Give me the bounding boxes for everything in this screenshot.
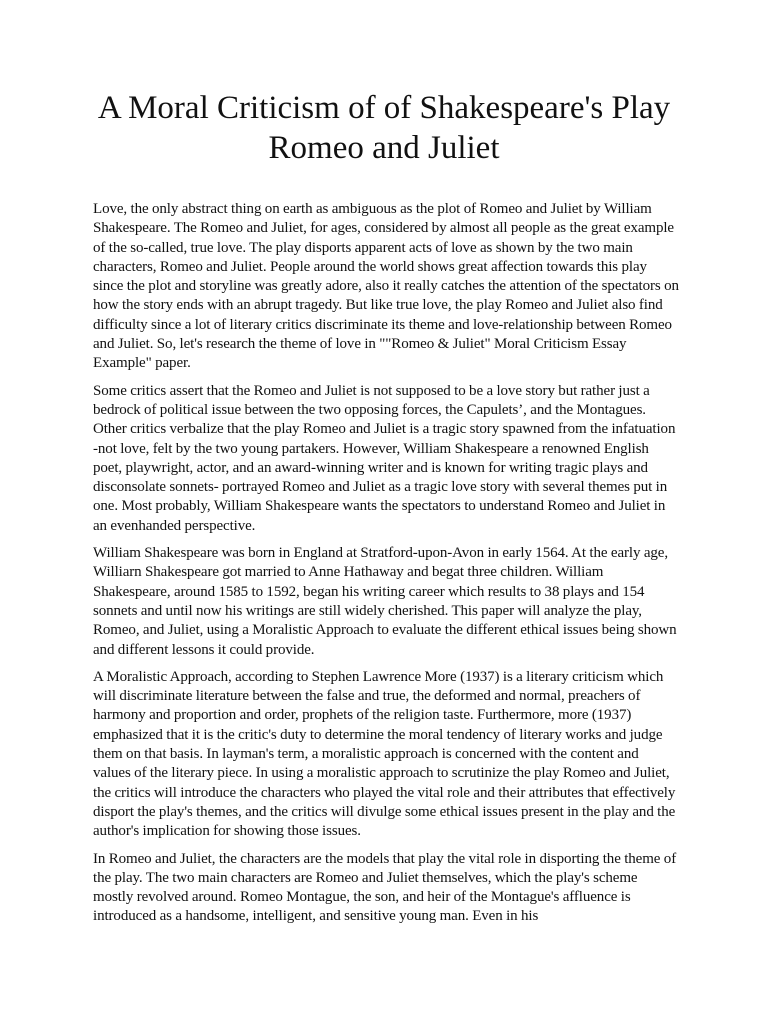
body-paragraph-4: A Moralistic Approach, according to Stephen Lawrence More (1937) is a literary criticism which will discriminate literature between the false and true, the deformed and normal, preachers of harmony and proportion and order, prophets of the religion taste. Furthermore, more (1937) emphasized that it is the critic's duty to determine the moral tendency of literary works and judge them on that basis. In layman's term, a moralistic approach is concerned with the content and values of the literary piece. In using a moralistic approach to scrutinize the play Romeo and Juliet, the critics will introduce the characters who played the vital role and their attributes that effectively disport the play's themes, and the critics will divulge some ethical issues present in the play and the author's implication for showing those issues.: [93, 668, 676, 840]
body-paragraph-2: Some critics assert that the Romeo and Juliet is not supposed to be a love story but rather just a bedrock of political issue between the two opposing forces, the Capulets’, and the Montagues. Other critics verbalize that the play Romeo and Juliet is a tragic story spawned from the infatuation -not love, felt by the two young partakers. However, William Shakespeare a renowned English poet, playwright, actor, and an award-winning writer and is known for writing tragic plays and disconsolate sonnets- portrayed Romeo and Juliet as a tragic love story with several themes put in one. Most probably, William Shakespeare wants the spectators to understand Romeo and Juliet in an evenhanded perspective.: [93, 382, 676, 534]
document-body: [93, 200, 679, 935]
body-paragraph-5: In Romeo and Juliet, the characters are the models that play the vital role in disporting the theme of the play. The two main characters are Romeo and Juliet themselves, which the play's scheme mostly revolved around. Romeo Montague, the son, and heir of the Montague's affluence is introduced as a handsome, intelligent, and sensitive young man. Even in his: [93, 850, 677, 925]
document-title: A Moral Criticism of of Shakespeare's Play Romeo and Juliet: [97, 90, 671, 166]
body-paragraph-1: Love, the only abstract thing on earth as ambiguous as the plot of Romeo and Juliet by William Shakespeare. The Romeo and Juliet, for ages, considered by almost all people as the great example of the so-called, true love. The play disports apparent acts of love as shown by the two main characters, Romeo and Juliet. People around the world shows great affection towards this play since the plot and storyline was greatly adore, also it really catches the attention of the spectators on how the story ends with an abrupt tragedy. But like true love, the play Romeo and Juliet also find difficulty since a lot of literary critics discriminate its theme and love-relationship between Romeo and Juliet. So, let's research the theme of love in ""Romeo & Juliet" Moral Criticism Essay Example" paper.: [93, 201, 679, 372]
body-paragraph-3: William Shakespeare was born in England at Stratford-upon-Avon in early 1564. At the early age, Williarn Shakespeare got married to Anne Hathaway and begat three children. William Shakespeare, around 1585 to 1592, began his writing career which results to 38 plays and 154 sonnets and until now his writings are still widely cherished. This paper will analyze the play, Romeo, and Juliet, using a Moralistic Approach to evaluate the different ethical issues being shown and different lessons it could provide.: [93, 545, 677, 658]
